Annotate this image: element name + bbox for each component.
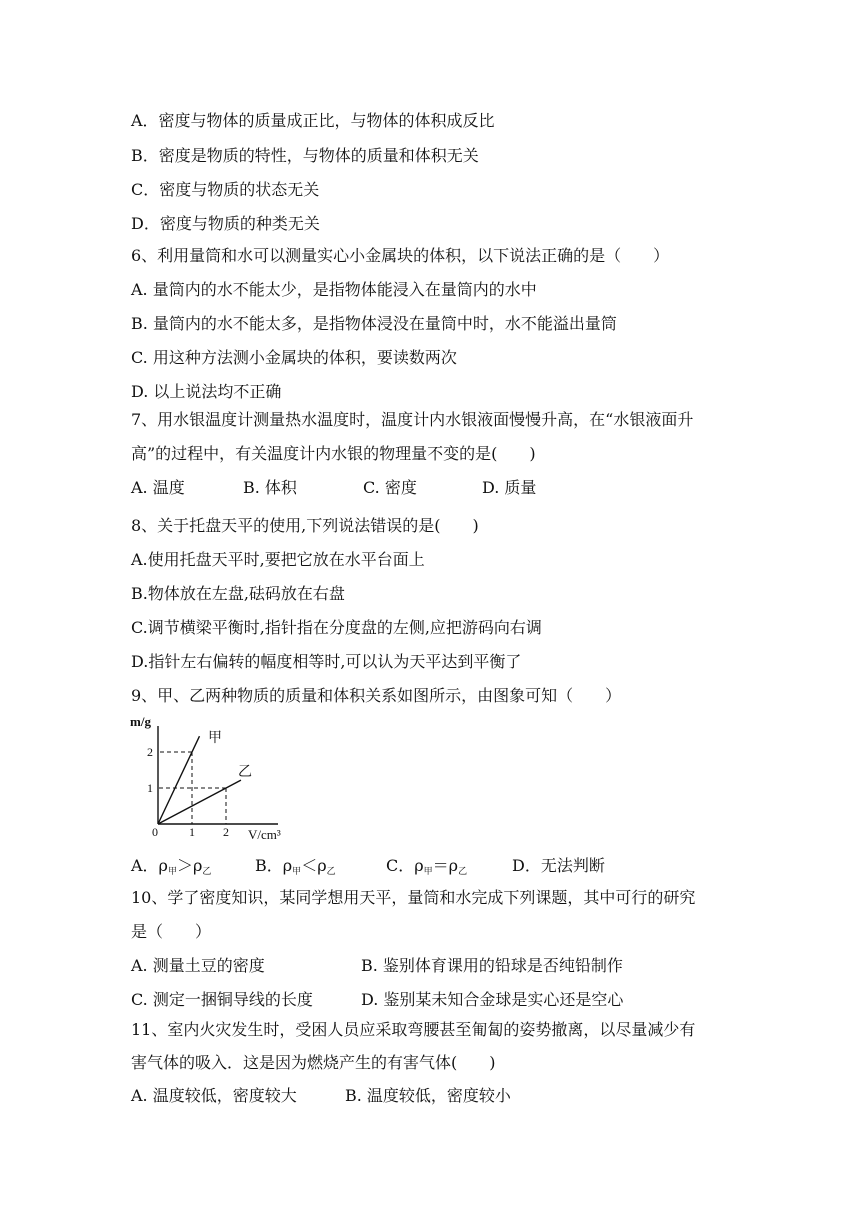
q5-option-c: C．密度与物质的状态无关: [131, 180, 320, 199]
q10-option-c: C. 测定一捆铜导线的长度: [131, 990, 313, 1009]
series-label-jia: 甲: [208, 731, 222, 746]
q9-option-c: C．ρ甲＝ρ乙: [386, 856, 468, 877]
q5-option-d: D．密度与物质的种类无关: [131, 214, 320, 233]
q9-option-a: A．ρ甲＞ρ乙: [131, 856, 212, 877]
q8-option-a: A.使用托盘天平时,要把它放在水平台面上: [131, 550, 425, 569]
q10-option-d: D. 鉴别某未知合金球是实心还是空心: [361, 990, 624, 1009]
q7-option-c: C. 密度: [363, 478, 417, 497]
q10-option-a: A. 测量土豆的密度: [131, 956, 265, 975]
x-tick-2: 2: [223, 825, 229, 839]
q5-option-b: B．密度是物质的特性，与物体的质量和体积无关: [131, 146, 479, 165]
origin-label: 0: [152, 825, 158, 839]
q5-option-a: A．密度与物体的质量成正比，与物体的体积成反比: [131, 111, 495, 130]
q6-stem: 6、利用量筒和水可以测量实心小金属块的体积，以下说法正确的是（ ）: [131, 246, 670, 265]
q6-option-d: D. 以上说法均不正确: [131, 382, 282, 401]
y-tick-1: 1: [147, 781, 153, 795]
y-tick-2: 2: [147, 745, 153, 759]
q9-option-d: D．无法判断: [512, 856, 605, 875]
q11-option-a: A. 温度较低，密度较大: [131, 1086, 297, 1105]
series-line-jia: [158, 736, 199, 824]
q7-stem-line2: 高”的过程中，有关温度计内水银的物理量不变的是( ): [131, 444, 536, 463]
q7-stem-line1: 7、用水银温度计测量热水温度时，温度计内水银液面慢慢升高，在“水银液面升: [131, 410, 694, 429]
q8-stem: 8、关于托盘天平的使用,下列说法错误的是( ): [131, 516, 479, 535]
series-line-yi: [158, 780, 241, 824]
q7-option-b: B. 体积: [243, 478, 297, 497]
q8-option-c: C.调节横梁平衡时,指针指在分度盘的左侧,应把游码向右调: [131, 618, 542, 637]
q9-stem: 9、甲、乙两种物质的质量和体积关系如图所示，由图象可知（ ）: [131, 686, 622, 705]
q11-stem-line1: 11、室内火灾发生时，受困人员应采取弯腰甚至匍匐的姿势撤离，以尽量减少有: [131, 1020, 696, 1039]
q7-option-d: D. 质量: [482, 478, 537, 497]
q10-stem-line1: 10、学了密度知识，某同学想用天平，量筒和水完成下列课题，其中可行的研究: [131, 888, 696, 907]
q6-option-b: B. 量筒内的水不能太多，是指物体浸没在量筒中时，水不能溢出量筒: [131, 314, 617, 333]
x-tick-1: 1: [189, 825, 195, 839]
q9-option-b: B．ρ甲＜ρ乙: [255, 856, 336, 877]
mass-volume-graph: [128, 712, 298, 842]
q6-option-c: C. 用这种方法测小金属块的体积，要读数两次: [131, 348, 457, 367]
q11-stem-line2: 害气体的吸入．这是因为燃烧产生的有害气体( ): [131, 1053, 496, 1072]
x-axis-label: V/cm³: [248, 827, 281, 842]
q10-option-b: B. 鉴别体育课用的铅球是否纯铅制作: [361, 956, 623, 975]
q8-option-d: D.指针左右偏转的幅度相等时,可以认为天平达到平衡了: [131, 652, 522, 671]
q10-stem-line2: 是（ ）: [131, 922, 212, 941]
y-axis-label: m/g: [130, 714, 151, 729]
q6-option-a: A. 量筒内的水不能太少，是指物体能浸入在量筒内的水中: [131, 280, 537, 299]
q11-option-b: B. 温度较低，密度较小: [345, 1086, 511, 1105]
q7-option-a: A. 温度: [131, 478, 185, 497]
series-label-yi: 乙: [238, 765, 252, 780]
q8-option-b: B.物体放在左盘,砝码放在右盘: [131, 584, 345, 603]
